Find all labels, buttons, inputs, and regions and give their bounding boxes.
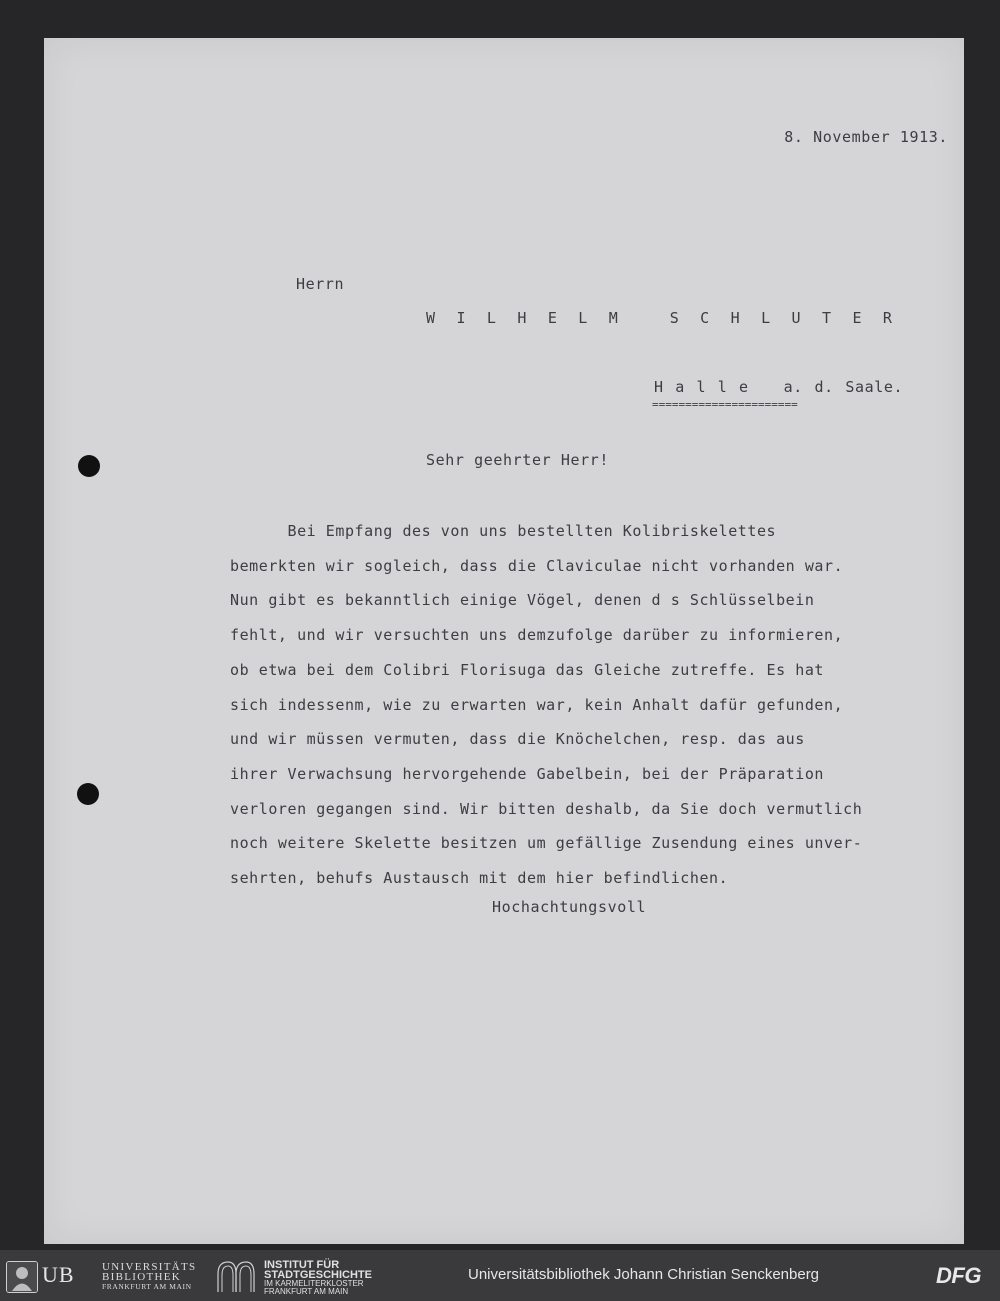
body-line: noch weitere Skelette besitzen um gefällige Zusendung eines unver- [230, 834, 863, 853]
body-line: bemerkten wir sogleich, dass die Claviculae nicht vorhanden war. [230, 556, 844, 575]
ub-letters: UB [42, 1262, 75, 1287]
recipient-name: W I L H E L M S C H L U T E R [426, 309, 899, 327]
dfg-logo[interactable]: DFG [936, 1263, 981, 1288]
punch-hole-bottom [77, 783, 99, 805]
library-name: Universitätsbibliothek Johann Christian Senckenberg [468, 1266, 820, 1283]
isg-line1: INSTITUT FÜR [264, 1259, 340, 1271]
isg-line3: IM KARMELITERKLOSTER [264, 1279, 364, 1288]
greeting: Sehr geehrter Herr! [426, 451, 609, 469]
goethe-portrait-icon [6, 1261, 38, 1293]
ub-name-line3: FRANKFURT AM MAIN [102, 1282, 192, 1291]
recipient-city: H a l l e a. d. Saale. [654, 378, 904, 396]
isg-logo[interactable] [216, 1259, 416, 1296]
letter-page [44, 38, 964, 1244]
body-line: Bei Empfang des von uns bestellten Kolibriskelettes [230, 522, 777, 540]
body-line: verloren gegangen sind. Wir bitten deshalb, da Sie doch vermutlich [230, 799, 863, 818]
ub-name-line2: BIBLIOTHEK [102, 1271, 181, 1283]
isg-line2: STADTGESCHICHTE [264, 1269, 372, 1281]
letter-date: 8. November 1913. [784, 128, 948, 146]
salutation-to: Herrn [296, 275, 345, 293]
ub-name [102, 1262, 196, 1292]
isg-line4: FRANKFURT AM MAIN [264, 1287, 349, 1296]
ub-name-line1: UNIVERSITÄTS [102, 1261, 197, 1273]
city-underline: ====================== [652, 398, 798, 411]
body-line: fehlt, und wir versuchten uns demzufolge darüber zu informieren, [230, 626, 844, 645]
body-line: sehrten, behufs Austausch mit dem hier befindlichen. [230, 869, 729, 888]
punch-hole-top [78, 455, 100, 477]
ub-logo[interactable] [6, 1259, 206, 1293]
body-line: ihrer Verwachsung hervorgehende Gabelbein, bei der Präparation [230, 764, 825, 783]
footer-bar [0, 1250, 1000, 1301]
body-line: Nun gibt es bekanntlich einige Vögel, denen d s Schlüsselbein [230, 591, 815, 610]
letter-body [230, 514, 960, 896]
closing: Hochachtungsvoll [492, 898, 647, 916]
cloister-arches-icon [216, 1260, 256, 1292]
body-line: und wir müssen vermuten, dass die Knöchelchen, resp. das aus [230, 730, 805, 749]
body-line: ob etwa bei dem Colibri Florisuga das Gleiche zutreffe. Es hat [230, 660, 825, 679]
isg-text [264, 1260, 372, 1296]
body-line: sich indessenm, wie zu erwarten war, kein Anhalt dafür gefunden, [230, 695, 844, 714]
